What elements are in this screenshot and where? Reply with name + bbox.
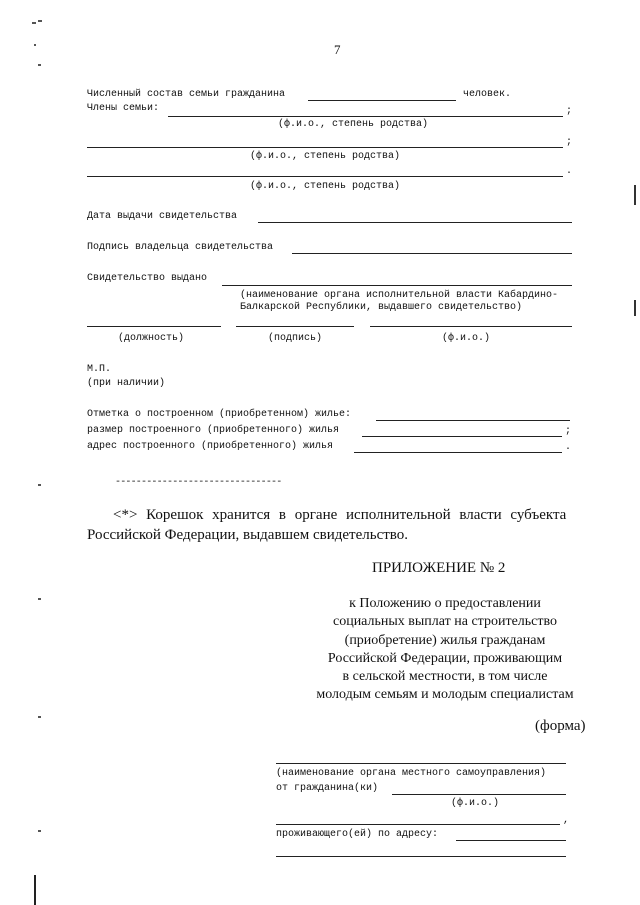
footnote-line-2: Российской Федерации, выдавшем свидетельство. — [87, 527, 409, 543]
period: . — [565, 442, 572, 453]
fio-hint: (ф.и.о.) — [451, 798, 500, 809]
issued-by-line — [222, 285, 572, 286]
housing-address-line — [354, 452, 562, 453]
member-line-3 — [87, 176, 563, 177]
family-count-label: Численный состав семьи гражданина — [87, 89, 286, 100]
issue-date-label: Дата выдачи свидетельства — [87, 211, 238, 222]
scan-mark — [32, 22, 36, 24]
scan-edge — [34, 875, 36, 905]
signature-line — [236, 326, 354, 327]
address-line-2 — [276, 856, 566, 857]
form-label: (форма) — [535, 718, 586, 734]
appendix-line: молодым семьям и молодым специалистам — [316, 687, 574, 703]
appendix-line: в сельской местности, в том числе — [342, 669, 548, 685]
local-gov-hint: (наименование органа местного самоуправления) — [276, 768, 547, 779]
housing-mark-label: Отметка о построенном (приобретенном) жилье: — [87, 409, 352, 420]
scan-mark — [38, 716, 41, 718]
semicolon: ; — [566, 106, 573, 117]
fio-hint: (ф.и.о.) — [442, 333, 491, 344]
scan-mark — [34, 44, 36, 46]
member-hint-2: (ф.и.о., степень родства) — [250, 151, 401, 162]
scan-mark — [38, 484, 41, 486]
address-line-1 — [456, 840, 566, 841]
signature-hint: (подпись) — [268, 333, 323, 344]
residing-label: проживающего(ей) по адресу: — [276, 829, 439, 840]
issue-date-line — [258, 222, 572, 223]
period: . — [566, 166, 573, 177]
scan-mark — [38, 20, 42, 22]
footnote-line-1: <*> Корешок хранится в органе исполнительной власти субъекта — [113, 507, 567, 523]
member-line-1 — [168, 116, 563, 117]
family-count-line — [308, 100, 456, 101]
scan-mark — [38, 598, 41, 600]
member-line-2 — [87, 147, 563, 148]
local-gov-line — [276, 763, 566, 764]
scan-edge — [634, 300, 636, 316]
footnote-separator: -------------------------------- — [115, 477, 282, 488]
fio-line — [370, 326, 572, 327]
appendix-text — [300, 595, 590, 705]
from-citizen-line — [392, 794, 566, 795]
member-hint-3: (ф.и.о., степень родства) — [250, 181, 401, 192]
from-citizen-label: от гражданина(ки) — [276, 783, 379, 794]
member-hint-1: (ф.и.о., степень родства) — [278, 119, 429, 130]
appendix-line: (приобретение) жилья гражданам — [344, 632, 546, 648]
appendix-line: Российской Федерации, проживающим — [327, 650, 563, 666]
scan-mark — [38, 830, 41, 832]
appendix-title: ПРИЛОЖЕНИЕ № 2 — [372, 560, 506, 576]
citizen-line-2 — [276, 824, 560, 825]
appendix-line: социальных выплат на строительство — [332, 614, 558, 630]
semicolon: ; — [565, 426, 572, 437]
owner-signature-line — [292, 253, 572, 254]
people-suffix: человек. — [463, 89, 512, 100]
comma: , — [563, 815, 570, 826]
authority-hint: Балкарской Республики, выдавшего свидетельство) — [240, 302, 523, 313]
issued-by-label: Свидетельство выдано — [87, 273, 208, 284]
appendix-line: к Положению о предоставлении — [349, 596, 541, 611]
scan-mark — [38, 64, 41, 66]
stamp-label: М.П. — [87, 364, 112, 375]
semicolon: ; — [566, 137, 573, 148]
housing-mark-line — [376, 420, 570, 421]
position-line — [87, 326, 221, 327]
owner-signature-label: Подпись владельца свидетельства — [87, 242, 274, 253]
housing-address-label: адрес построенного (приобретенного) жилья — [87, 441, 334, 452]
housing-size-label: размер построенного (приобретенного) жилья — [87, 425, 340, 436]
stamp-note: (при наличии) — [87, 378, 166, 389]
position-hint: (должность) — [118, 333, 185, 344]
members-label: Члены семьи: — [87, 103, 160, 114]
page-number: 7 — [334, 42, 341, 57]
housing-size-line — [362, 436, 562, 437]
authority-hint: (наименование органа исполнительной власти Кабардино- — [240, 290, 559, 301]
scan-edge — [634, 185, 636, 205]
